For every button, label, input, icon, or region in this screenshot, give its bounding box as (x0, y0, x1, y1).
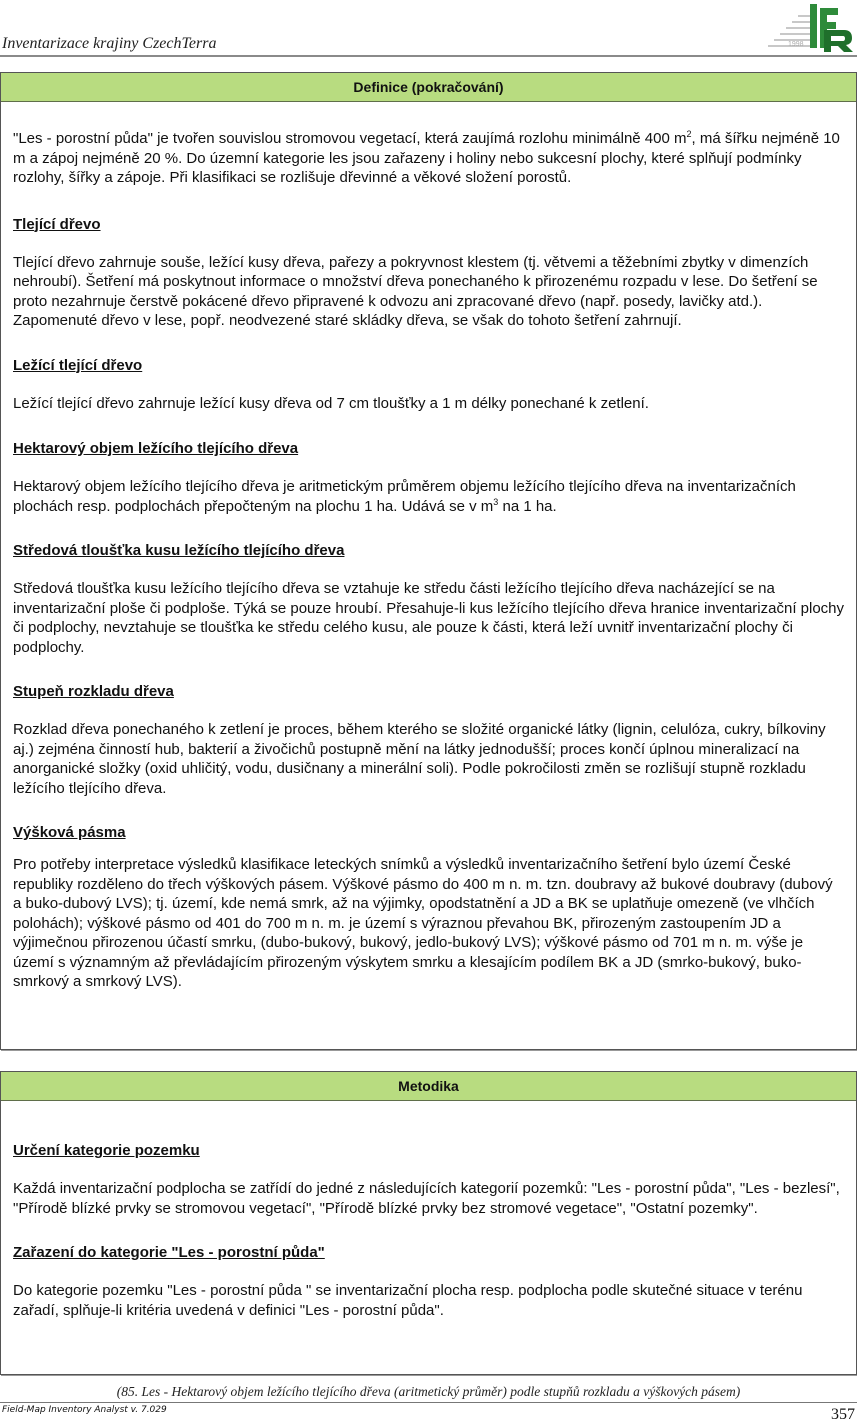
text: na 1 ha. (498, 497, 557, 515)
software-version: Field-Map Inventory Analyst v. 7.029 (2, 1405, 167, 1415)
section-title: Definice (pokračování) (353, 79, 504, 95)
superscript: 3 (493, 496, 499, 507)
svg-text:1998: 1998 (788, 41, 804, 48)
paragraph-stupen-rozkladu: Rozklad dřeva ponechaného k zetlení je proces, během kterého se složité organické látky (lignin, celulóza, cukry, bílkoviny aj.) zejména činností hub, bakterií a živočichů postupně mění na látky jednodušší; proces končí úplnou mineralizací na anorganické složky (oxid uhličitý, vodu, dusičnany a minerální soli). Podle pokročilosti změn se rozlišují stupně rozkladu ležícího tlejícího dřeva. (13, 721, 826, 797)
text: "Les - porostní půda" je tvořen souvislou stromovou vegetací, která zaujímá rozlohu minimálně 400 m (13, 130, 687, 147)
section-body (1, 1141, 856, 1320)
page-number: 357 (831, 1406, 855, 1423)
ifer-logo-icon (758, 2, 854, 54)
heading-vyskova-pasma: Výšková pásma (13, 824, 126, 841)
text: Hektarový objem ležícího tlejícího dřeva je aritmetickým průměrem objemu ležícího tlejícího dřeva na inventarizačních plochách resp. podplochách přepočteným na plochu 1 ha. Udává se v m (13, 478, 796, 515)
figure-caption: (85. Les - Hektarový objem ležícího tlejícího dřeva (aritmetický průměr) podle stupňů rozkladu a výškových pásem) (116, 1384, 741, 1399)
page-header (0, 0, 857, 57)
paragraph-hektarovy-objem (13, 477, 844, 516)
section-title-bar (1, 73, 856, 102)
heading-stredova-tloustka: Středová tloušťka kusu ležícího tlejícího dřeva (13, 542, 345, 559)
heading-lezici-tlejici-drevo: Ležící tlející dřevo (13, 356, 143, 374)
definition-paragraph (13, 129, 844, 188)
paragraph-stredova-tloustka: Středová tloušťka kusu ležícího tlejícího dřeva se vztahuje ke středu části ležícího tlejícího dřeva nacházející se na inventarizační ploše či podploše. Týká se pouze hroubí. Přesahuje-li kus ležícího tlejícího dřeva hranice inventarizační plochy či podplochy, nevztahuje se tloušťka ke středu celého kusu, ale pouze k části, která leží uvnitř inventarizační plochy či podplochy. (13, 580, 845, 656)
section-definice (0, 72, 857, 1050)
footer-divider (0, 1402, 857, 1403)
section-body (1, 129, 856, 992)
heading-stupen-rozkladu: Stupeň rozkladu dřeva (13, 683, 174, 700)
paragraph-urceni-kategorie: Každá inventarizační podplocha se zatřídí do jedné z následujících kategorií pozemků: "Les - porostní půda", "Les - bezlesí", "Přírodě blízké prvky se stromovou vegetací", "Přírodě blízké prvky bez stromové vegetace", "Ostatní pozemky". (13, 1180, 840, 1217)
paragraph-vyskova-pasma: Pro potřeby interpretace výsledků klasifikace leteckých snímků a výsledků inventarizačního šetření bylo území České republiky rozděleno do třech výškových pásem. Výškové pásmo do 400 m n. m. tzn. doubravy až bukové doubravy (dubový a buko-dubový LVS); tj. území, kde nemá smrk, až na výjimky, opodstatnění a JD a BK se uplatňuje omezeně (ve vlhčích polohách); výškové pásmo od 401 do 700 m n. m. je území s výraznou převahou BK, přirozeným zastoupením JD a výjimečnou přirozenou účastí smrku, (dubo-bukový, bukový, jedlo-bukový LVS); výškové pásmo od 701 m n. m. výše je území s významným až převládajícím přirozeným výskytem smrku a klesajícím podílem BK a JD (smrko-bukový, buko-smrkový a smrkový LVS). (13, 856, 833, 990)
heading-tlejici-drevo: Tlející dřevo (13, 215, 101, 233)
heading-hektarovy-objem: Hektarový objem ležícího tlejícího dřeva (13, 440, 299, 457)
text: , má šířku nejméně 10 m a zápoj nejméně 20 %. Do územní kategorie les jsou zařazeny i holiny nebo sukcesní plochy, které splňují podmínky rozlohy, šířky a zápoje. Při klasifikaci se rozlišuje dřevinné a věkové složení porostů. (13, 130, 840, 186)
paragraph-tlejici-drevo: Tlející dřevo zahrnuje souše, ležící kusy dřeva, pařezy a pokryvnost klestem (tj. větvemi a těžebními zbytky v dimenzích nehroubí). Šetření má poskytnout informace o množství dřeva ponechaného k přirozenému rozpadu v lese. Do šetření se proto nezahrnuje čerstvě pokácené dřevo připravené k odvozu ani zpracované dřevo (např. posedy, lavičky atd.). Zapomenuté dřevo v lese, popř. neodvezené staré skládky dřeva, se však do tohoto šetření zahrnují. (13, 253, 818, 329)
superscript: 2 (686, 129, 692, 139)
section-title-bar (1, 1072, 856, 1101)
section-title: Metodika (398, 1078, 459, 1094)
heading-urceni-kategorie: Určení kategorie pozemku (13, 1142, 200, 1159)
paragraph-lezici-tlejici-drevo: Ležící tlející dřevo zahrnuje ležící kusy dřeva od 7 cm tloušťky a 1 m délky ponechané k zetlení. (13, 394, 649, 412)
heading-zarazeni-kategorie: Zařazení do kategorie "Les - porostní půda" (13, 1244, 325, 1261)
header-divider (0, 55, 857, 57)
section-metodika (0, 1071, 857, 1375)
paragraph-zarazeni-kategorie: Do kategorie pozemku "Les - porostní půda " se inventarizační plocha resp. podplocha podle skutečné situace v terénu zařadí, splňuje-li kritéria uvedená v definici "Les - porostní půda". (13, 1282, 803, 1319)
document-title: Inventarizace krajiny CzechTerra (2, 35, 217, 52)
